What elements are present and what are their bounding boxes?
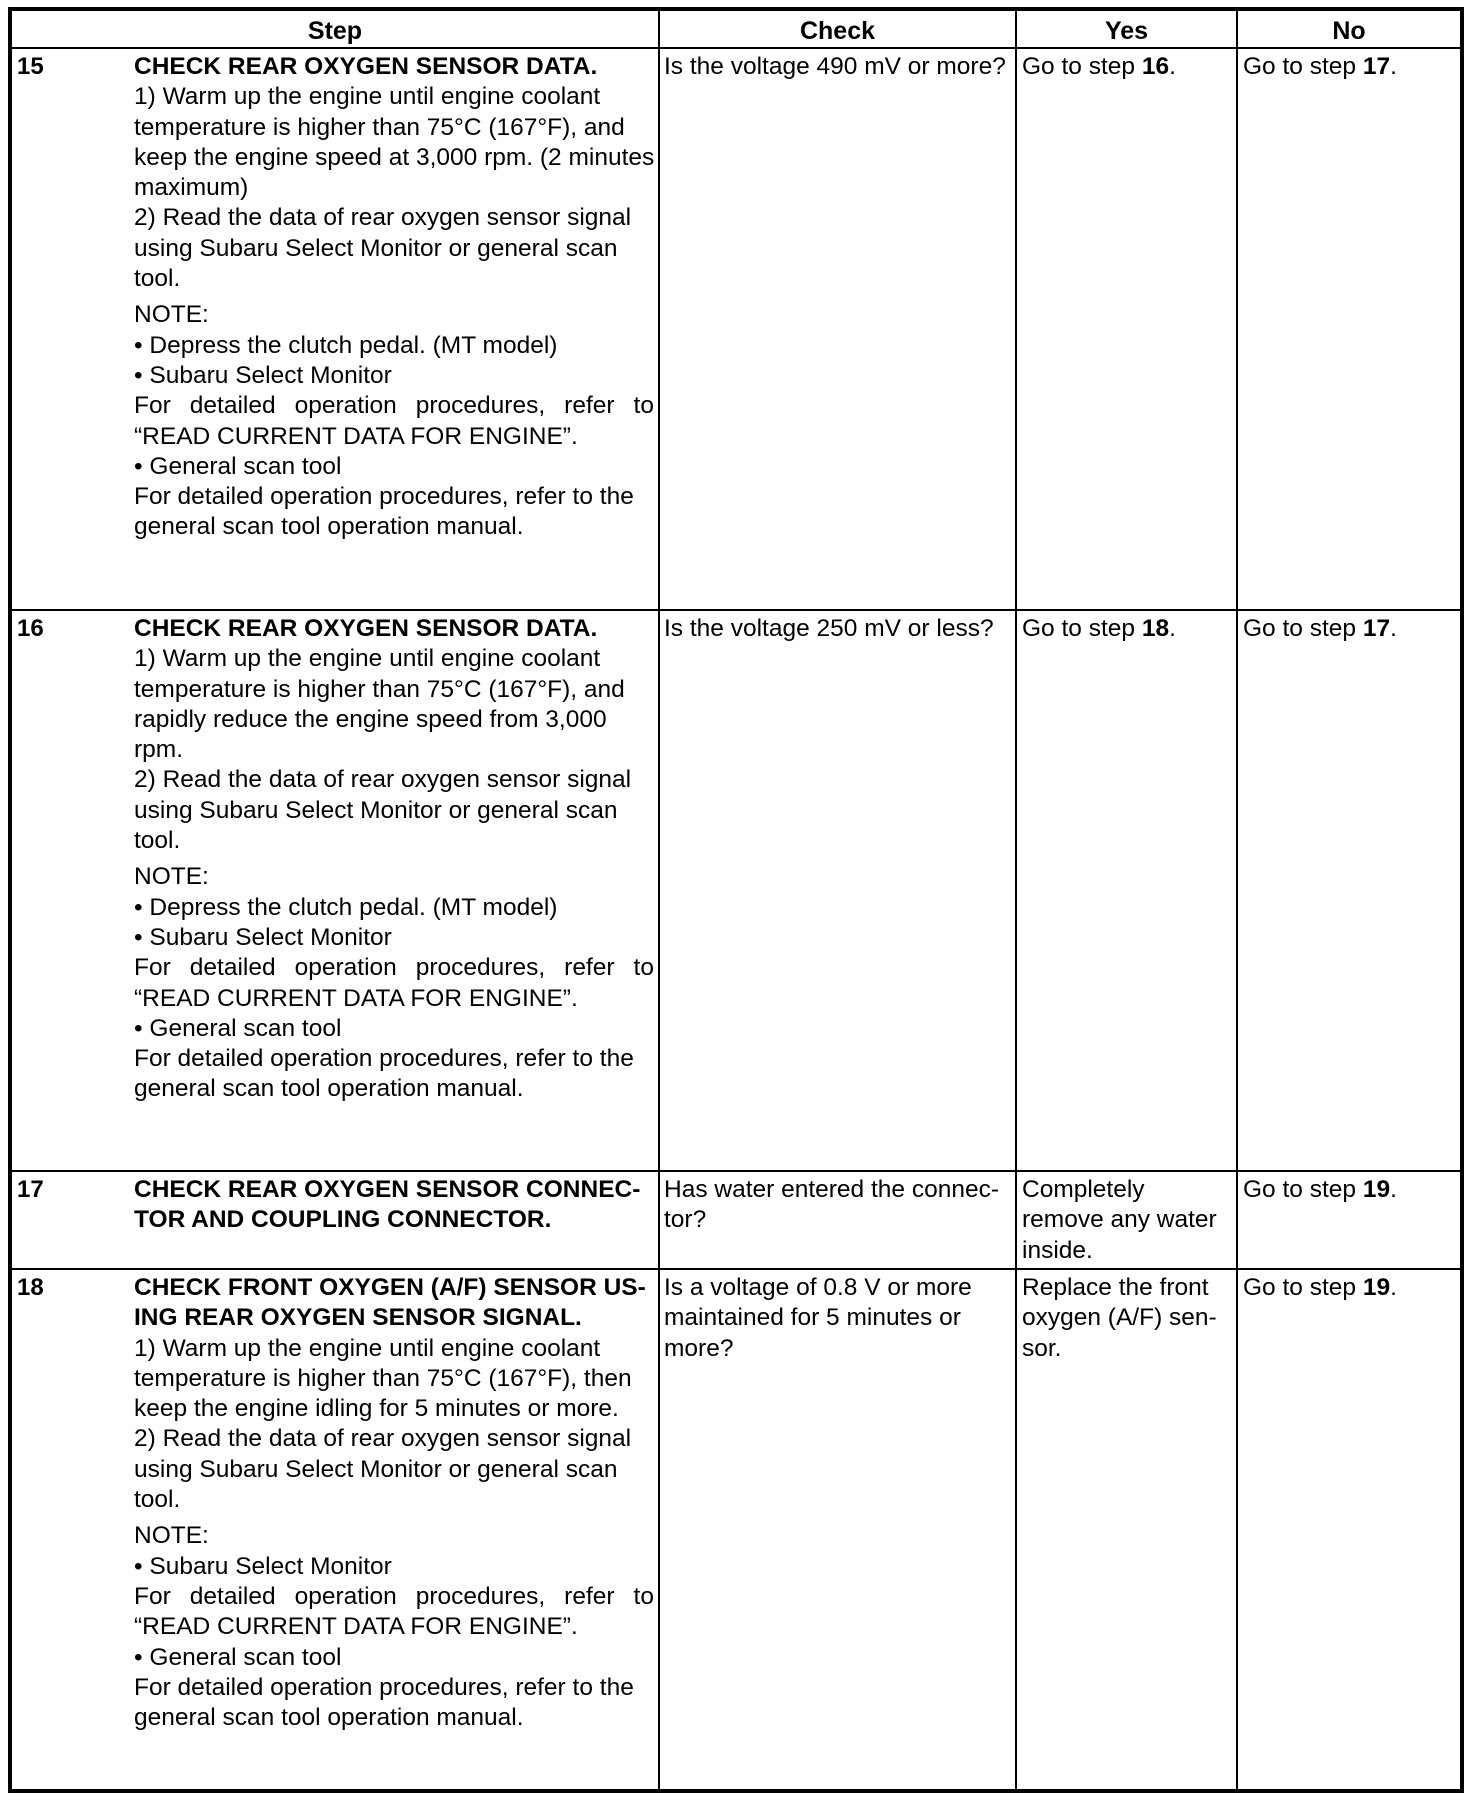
step-text: keep the engine speed at 3,000 rpm. (2 minutes [134,143,655,171]
step-text: using Subaru Select Monitor or general scan [134,1455,618,1483]
step-content [134,614,654,1105]
no-cell: Go to step 19. [1243,1176,1397,1203]
step-number: 18 [17,1274,44,1301]
note-text: For detailed operation procedures, refer to [134,392,654,420]
step-text: keep the engine idling for 5 minutes or more. [134,1395,619,1423]
note-text: “READ CURRENT DATA FOR ENGINE”. [134,1613,578,1641]
step-text: rpm. [134,736,183,764]
note-text: “READ CURRENT DATA FOR ENGINE”. [134,984,578,1012]
check-text: tor? [664,1206,707,1234]
note-text: For detailed operation procedures, refer to [134,1582,654,1610]
yes-cell [1022,1175,1217,1266]
row-divider [8,1170,1464,1172]
step-text: 2) Read the data of rear oxygen sensor signal [134,766,632,794]
yes-cell: Go to step 18. [1022,615,1176,642]
step-text: using Subaru Select Monitor or general scan [134,796,618,824]
step-text: maximum) [134,174,249,202]
row-divider [8,609,1464,611]
step-text: 1) Warm up the engine until engine coolant [134,645,601,673]
note-text: “READ CURRENT DATA FOR ENGINE”. [134,422,578,450]
header-step: Step [307,17,363,45]
note-text: general scan tool operation manual. [134,1704,524,1732]
yes-text: remove any water [1022,1206,1217,1234]
step-text: rapidly reduce the engine speed from 3,000 [134,705,607,733]
no-cell: Go to step 17. [1243,615,1397,642]
note-text: For detailed operation procedures, refer to the [134,483,634,511]
step-content [134,1175,640,1236]
note-item: • General scan tool [134,1014,342,1042]
yes-text: Completely [1022,1176,1145,1203]
header-yes: Yes [1104,17,1149,45]
step-title: CHECK FRONT OXYGEN (A/F) SENSOR US- [134,1274,646,1301]
note-text: For detailed operation procedures, refer to the [134,1045,634,1073]
step-text: tool. [134,827,181,855]
step-text: 2) Read the data of rear oxygen sensor signal [134,1425,632,1453]
check-text: Is the voltage 490 mV or more? [664,53,1006,80]
note-item: • Subaru Select Monitor [134,361,392,389]
check-cell [664,614,994,644]
check-text: more? [664,1334,734,1362]
header-divider [8,47,1464,49]
step-text: 1) Warm up the engine until engine coolant [134,83,601,111]
check-cell [664,1273,972,1364]
note-label: NOTE: [134,1522,209,1550]
note-label: NOTE: [134,863,209,891]
step-title: CHECK REAR OXYGEN SENSOR DATA. [134,53,598,80]
step-text: 2) Read the data of rear oxygen sensor signal [134,204,632,232]
column-divider [1236,7,1238,1793]
step-content [134,1273,654,1733]
step-title: CHECK REAR OXYGEN SENSOR DATA. [134,615,598,642]
step-text: temperature is higher than 75°C (167°F), and [134,675,625,703]
row-divider [8,1268,1464,1270]
note-item: • General scan tool [134,1643,342,1671]
note-text: For detailed operation procedures, refer to the [134,1673,634,1701]
check-text: maintained for 5 minutes or [664,1304,961,1332]
check-cell [664,1175,999,1236]
step-title: ING REAR OXYGEN SENSOR SIGNAL. [134,1304,582,1332]
note-item: • Subaru Select Monitor [134,923,392,951]
check-text: Is the voltage 250 mV or less? [664,615,994,642]
no-cell: Go to step 17. [1243,53,1397,80]
yes-cell: Go to step 16. [1022,53,1176,80]
step-title: CHECK REAR OXYGEN SENSOR CONNEC- [134,1176,641,1203]
yes-text: sor. [1022,1334,1062,1362]
header-no: No [1332,17,1366,45]
check-text: Is a voltage of 0.8 V or more [664,1274,972,1301]
column-divider [658,7,660,1793]
yes-cell [1022,1273,1217,1364]
note-item: • General scan tool [134,452,342,480]
note-text: general scan tool operation manual. [134,513,524,541]
step-text: using Subaru Select Monitor or general scan [134,234,618,262]
step-text: temperature is higher than 75°C (167°F), and [134,113,625,141]
step-title: TOR AND COUPLING CONNECTOR. [134,1206,552,1234]
note-text: For detailed operation procedures, refer to [134,954,654,982]
step-number: 17 [17,1176,44,1203]
check-text: Has water entered the connec- [664,1176,1000,1203]
column-divider [1015,7,1017,1793]
step-text: tool. [134,1486,181,1514]
note-item: • Subaru Select Monitor [134,1552,392,1580]
step-text: temperature is higher than 75°C (167°F), then [134,1364,632,1392]
step-text: 1) Warm up the engine until engine coolant [134,1334,601,1362]
note-label: NOTE: [134,301,209,329]
note-item: • Depress the clutch pedal. (MT model) [134,893,558,921]
no-cell: Go to step 19. [1243,1274,1397,1301]
note-text: general scan tool operation manual. [134,1075,524,1103]
yes-text: inside. [1022,1236,1093,1264]
yes-text: Replace the front [1022,1274,1209,1301]
step-content [134,52,654,543]
step-text: tool. [134,265,181,293]
step-number: 15 [17,53,44,80]
step-number: 16 [17,615,44,642]
yes-text: oxygen (A/F) sen- [1022,1304,1217,1332]
check-cell [664,52,1006,82]
note-item: • Depress the clutch pedal. (MT model) [134,331,558,359]
header-check: Check [799,17,876,45]
